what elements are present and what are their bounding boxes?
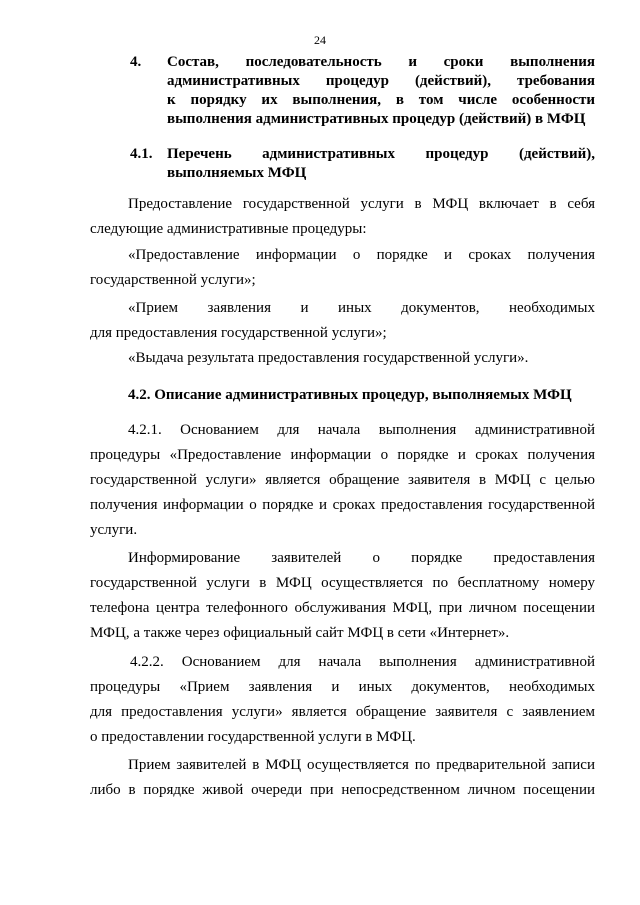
text-line: Предоставление государственной услуги в МФЦ включает в себя — [128, 196, 595, 212]
text-line: Информирование заявителей о порядке предоставления — [128, 550, 595, 566]
text-line: получения информации о порядке и сроках предоставления государственной — [90, 497, 595, 513]
text-line: «Выдача результата предоставления государственной услуги». — [128, 350, 529, 366]
heading-line: выполнения административных процедур (действий) в МФЦ — [167, 111, 586, 127]
section-4-number: 4. — [130, 54, 142, 70]
text-line: «Прием заявления и иных документов, необходимых — [128, 300, 595, 316]
section-4-1-number: 4.1. — [130, 146, 153, 162]
paragraph — [90, 753, 595, 803]
text-line: процедуры «Предоставление информации о порядке и сроках получения — [90, 447, 595, 463]
text-line: о предоставлении государственной услуги в МФЦ. — [90, 729, 416, 745]
text-line: либо в порядке живой очереди при непосредственном личном посещении — [90, 782, 595, 798]
text-line: следующие административные процедуры: — [90, 221, 367, 237]
text-line: для предоставления государственной услуги»; — [90, 325, 387, 341]
heading-line: административных процедур (действий), требования — [167, 73, 595, 89]
paragraph — [90, 546, 595, 646]
paragraph — [90, 346, 595, 371]
heading-line: к порядку их выполнения, в том числе особенности — [167, 92, 595, 108]
heading-line: выполняемых МФЦ — [167, 165, 307, 181]
text-line: телефона центра телефонного обслуживания МФЦ, при личном посещении — [90, 600, 595, 616]
text-line: «Предоставление информации о порядке и сроках получения — [128, 247, 595, 263]
section-4-1-heading — [130, 145, 595, 183]
text-line: 4.2.1. Основанием для начала выполнения административной — [128, 422, 595, 438]
heading-line: Перечень административных процедур (действий), — [167, 146, 595, 162]
text-line: государственной услуги» является обращение заявителя в МФЦ с целью — [90, 472, 595, 488]
text-line: государственной услуги»; — [90, 272, 256, 288]
text-line: 4.2.2. Основанием для начала выполнения административной — [130, 654, 595, 670]
paragraph — [90, 418, 595, 543]
text-line: процедуры «Прием заявления и иных документов, необходимых — [90, 679, 595, 695]
text-line: Прием заявителей в МФЦ осуществляется по предварительной записи — [128, 757, 595, 773]
text-line: услуги. — [90, 522, 138, 538]
text-line: для предоставления услуги» является обращение заявителя с заявлением — [90, 704, 595, 720]
paragraph — [90, 650, 595, 750]
section-4-2-heading: 4.2. Описание административных процедур, выполняемых МФЦ — [128, 387, 572, 403]
paragraph — [90, 192, 595, 242]
text-line: МФЦ, а также через официальный сайт МФЦ в сети «Интернет». — [90, 625, 510, 641]
paragraph — [90, 296, 595, 346]
heading-line: Состав, последовательность и сроки выполнения — [167, 54, 595, 70]
text-line: государственной услуги в МФЦ осуществляется по бесплатному номеру — [90, 575, 595, 591]
page-number: 24 — [314, 33, 326, 47]
section-4-heading — [130, 53, 595, 129]
paragraph — [90, 243, 595, 293]
